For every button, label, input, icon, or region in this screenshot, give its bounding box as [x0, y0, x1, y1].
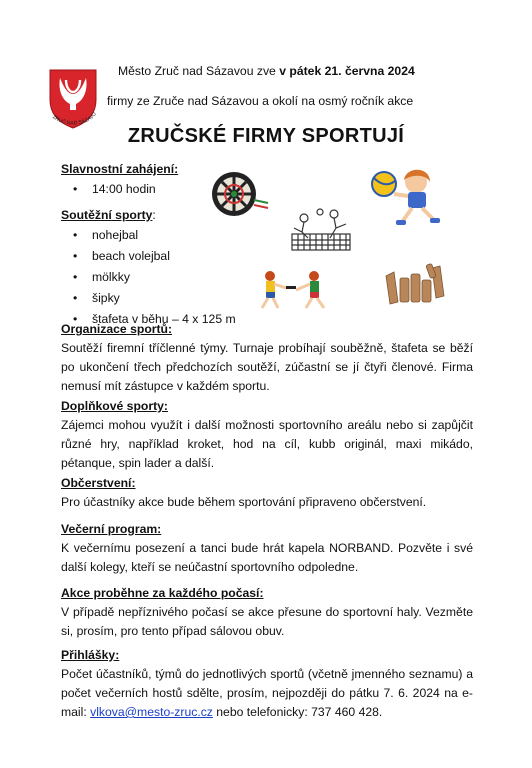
town-coat-of-arms-logo — [44, 66, 102, 130]
footvolley-net-illustration — [290, 208, 354, 264]
extra-sports-text: Zájemci mohou využít i další možnosti sportovního areálu nebo si zapůjčit různé hry, například kroket, hod na cíl, kubb originál, maxi mikádo, pétanque, spin lader a další. — [61, 418, 473, 470]
opening-section — [61, 160, 178, 200]
refreshments-text: Pro účastníky akce bude během sportování připraveno občerstvení. — [61, 495, 427, 509]
list-item: • mölkky — [61, 267, 236, 288]
sports-section — [61, 206, 236, 330]
intro-line-1 — [118, 64, 415, 78]
organization-text: Soutěží firemní tříčlenné týmy. Turnaje probíhají souběžně, štafeta se běží po ukončení třech předchozích soutěží, zúčastní se jí čtyři členové. Firma nemusí mít zástupce v každém sportu. — [61, 341, 473, 393]
sports-heading: Soutěžní sporty — [61, 208, 153, 222]
list-item: • 14:00 hodin — [61, 179, 178, 200]
list-item: • šipky — [61, 288, 236, 309]
registration-section — [61, 646, 473, 722]
intro-line-2: firmy ze Zruče nad Sázavou a okolí na osmý ročník akce — [107, 94, 414, 108]
opening-heading: Slavnostní zahájení: — [61, 162, 179, 176]
evening-text: K večernímu posezení a tanci bude hrát kapela NORBAND. Pozvěte i své další kolegy, kteří se neúčastní sportovního odpoledne. — [61, 541, 473, 574]
organization-heading: Organizace sportů: — [61, 322, 173, 336]
darts-illustration — [210, 170, 274, 218]
list-item: • štafeta v běhu – 4 x 125 m — [61, 309, 236, 330]
registration-text-start: Počet účastníků, týmů do jednotlivých sportů (včetně jmenného seznamu) a počet večerních hostů sdělte, prosím, nejpozději do pátku 7. 6. 2024 na e-mail: — [61, 667, 473, 719]
opening-list — [61, 179, 178, 200]
list-item: • nohejbal — [61, 225, 236, 246]
registration-text-end: nebo telefonicky: 737 460 428. — [212, 705, 383, 719]
evening-heading: Večerní program: — [61, 522, 162, 536]
weather-section — [61, 584, 473, 641]
registration-heading: Přihlášky: — [61, 648, 120, 662]
refreshments-section — [61, 474, 473, 512]
refreshments-heading: Občerstvení: — [61, 476, 136, 490]
registration-text — [61, 665, 473, 722]
intro-text: Město Zruč nad Sázavou zve — [118, 64, 280, 78]
event-title: ZRUČSKÉ FIRMY SPORTUJÍ — [127, 125, 405, 147]
sports-list — [61, 225, 236, 330]
list-item: • beach volejbal — [61, 246, 236, 267]
weather-text: V případě nepříznivého počasí se akce přesune do sportovní haly. Vezměte si, prosím, pro tento případ sálovou obuv. — [61, 605, 473, 638]
relay-runners-illustration — [256, 270, 336, 310]
molkky-pins-illustration — [382, 256, 448, 306]
email-link[interactable]: vlkova@mesto-zruc.cz — [90, 705, 213, 719]
extra-sports-heading: Doplňkové sporty: — [61, 399, 168, 413]
sports-heading-colon: : — [152, 208, 156, 222]
event-date: v pátek 21. června 2024 — [279, 64, 415, 78]
volleyball-girl-illustration — [368, 164, 452, 230]
weather-heading: Akce proběhne za každého počasí: — [61, 586, 264, 600]
extra-sports-section — [61, 397, 473, 473]
organization-section — [61, 320, 473, 396]
logo-text: ZRUČ NAD SÁZAVO — [51, 111, 98, 127]
evening-section — [61, 520, 473, 577]
